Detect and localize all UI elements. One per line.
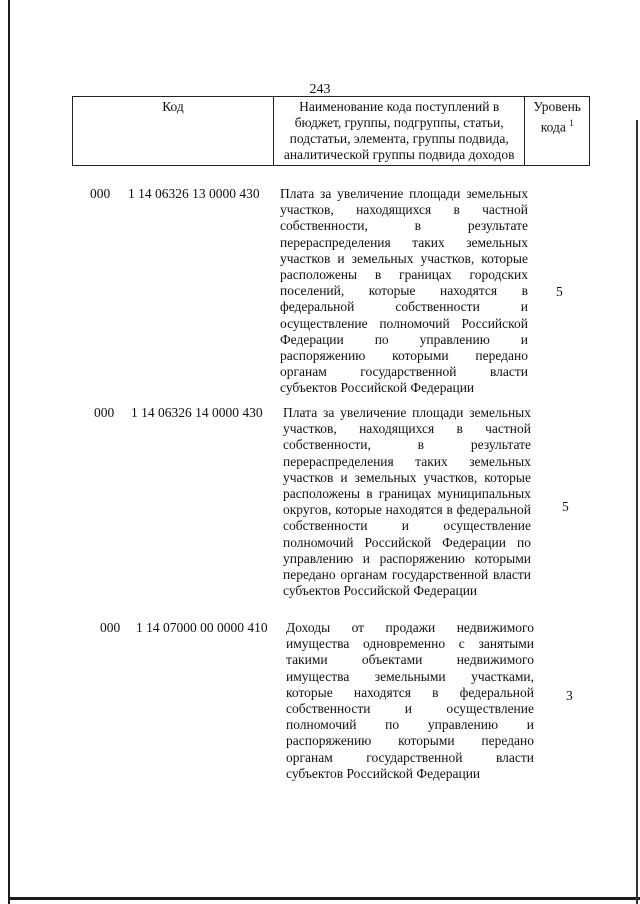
- row-code: 1 14 06326 13 0000 430: [128, 186, 260, 201]
- header-level: [525, 97, 590, 166]
- row-code: 1 14 07000 00 0000 410: [136, 620, 268, 635]
- scan-border-right: [636, 120, 638, 904]
- row-prefix: 000: [100, 620, 121, 635]
- row-description: Плата за увеличение площади земельных участков, находящихся в частной собственности, в результате перераспределения таких земельных участков и земельных участков, которые расположены в границах муниципальных округов, которые находятся в федеральной собственности и осуществление полномочий Российской Федерации по управлению и распоряжению которыми передано органам государственной власти субъектов Российской Федерации: [283, 405, 531, 599]
- header-level-text: Уровень код: [533, 99, 581, 135]
- row-description: Доходы от продажи недвижимого имущества одновременно с занятыми такими объектами недвижимого имущества земельными участками, которые находятся в федеральной собственности и осуществление полномочий по управлению и распоряжению которыми передано органам государственной власти субъектов Российской Федерации: [286, 620, 534, 781]
- row-code: 1 14 06326 14 0000 430: [131, 405, 263, 420]
- row-prefix: 000: [90, 186, 111, 201]
- row-description: Плата за увеличение площади земельных участков, находящихся в частной собственности, в результате перераспределения таких земельных участков и земельных участков, которые расположены в границах городских поселений, которые находятся в федеральной собственности и осуществление полномочий Российской Федерации по управлению и распоряжению которыми передано органам государственной власти субъектов Российской Федерации: [280, 186, 528, 396]
- header-level-footnote: 1: [569, 118, 574, 128]
- header-name: Наименование кода поступлений в бюджет, группы, подгруппы, статьи, подстатьи, элемента, группы подвида, аналитической группы подвида доходов: [273, 97, 524, 166]
- row-prefix: 000: [94, 405, 115, 420]
- header-level-suffix: а: [559, 119, 566, 135]
- row-level: 3: [566, 688, 573, 703]
- scan-border-left: [8, 0, 10, 904]
- table-header: [72, 96, 590, 166]
- header-code: Код: [73, 97, 274, 166]
- row-level: 5: [556, 284, 563, 299]
- row-level: 5: [562, 499, 569, 514]
- scan-border-bottom: [8, 897, 640, 900]
- page-number: 243: [309, 82, 331, 97]
